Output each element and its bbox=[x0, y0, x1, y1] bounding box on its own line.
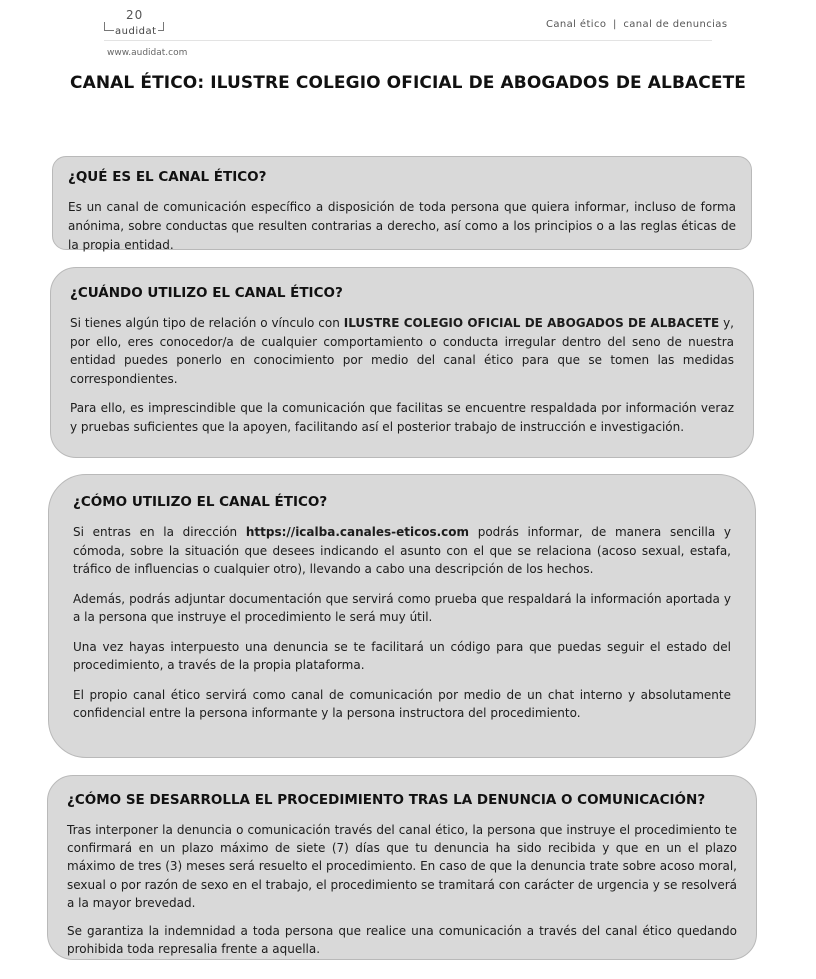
section-heading: ¿CUÁNDO UTILIZO EL CANAL ÉTICO? bbox=[70, 285, 343, 301]
section-paragraph bbox=[73, 523, 731, 579]
header-separator: | bbox=[613, 19, 617, 30]
page-title: CANAL ÉTICO: ILUSTRE COLEGIO OFICIAL DE ABOGADOS DE ALBACETE bbox=[70, 73, 746, 93]
header-links bbox=[546, 19, 727, 30]
section-paragraph: Además, podrás adjuntar documentación que servirá como prueba que respaldará la información aportada y a la persona que instruye el procedimiento le será muy útil. bbox=[73, 591, 731, 624]
section-paragraph bbox=[70, 314, 734, 388]
section-paragraph: Se garantiza la indemnidad a toda persona que realice una comunicación a través del canal ético quedando prohibida toda represalia frente a aquella. bbox=[67, 924, 737, 957]
audidat-logo bbox=[104, 8, 168, 37]
canal-etico-link[interactable]: Canal ético bbox=[546, 19, 607, 30]
section-paragraph: Para ello, es imprescindible que la comunicación que facilitas se encuentre respaldada por información veraz y pruebas suficientes que la apoyen, facilitando así el posterior trabajo de instrucción e investigación. bbox=[70, 401, 734, 434]
section-como-utilizo bbox=[48, 474, 756, 758]
header-divider bbox=[104, 40, 712, 41]
canal-denuncias-link[interactable]: canal de denuncias bbox=[623, 19, 728, 30]
canal-url-link[interactable]: https://icalba.canales-eticos.com bbox=[245, 525, 470, 539]
paragraph-text: podrás informar, de manera sencilla y cómoda, sobre la situación que desees indicando el asunto con el que se relaciona (acoso sexual, estafa, tráfico de influencias o cualquier otro), llevando a cabo una descripción de los hechos. bbox=[73, 525, 731, 576]
section-procedimiento bbox=[47, 775, 757, 960]
paragraph-text: Si entras en la dirección bbox=[73, 525, 246, 539]
section-cuando-utilizo bbox=[50, 267, 754, 458]
section-que-es bbox=[52, 156, 752, 250]
section-paragraph: Tras interponer la denuncia o comunicación través del canal ético, la persona que instruye el procedimiento te confirmará en un plazo máximo de siete (7) días que tu denuncia ha sido recibida y que en un el plazo máximo de tres (3) meses será resuelto el procedimiento. En caso de que la denuncia trate sobre acoso moral, sexual o por razón de sexo en el trabajo, el procedimiento se tramitará con carácter de urgencia y se resolverá a la mayor brevedad. bbox=[67, 823, 737, 910]
logo-number: 20 bbox=[126, 8, 144, 22]
section-heading: ¿CÓMO SE DESARROLLA EL PROCEDIMIENTO TRAS LA DENUNCIA O COMUNICACIÓN? bbox=[67, 792, 706, 808]
section-heading: ¿CÓMO UTILIZO EL CANAL ÉTICO? bbox=[73, 494, 328, 510]
entity-name: ILUSTRE COLEGIO OFICIAL DE ABOGADOS DE ALBACETE bbox=[343, 316, 720, 330]
paragraph-text: Si tienes algún tipo de relación o vínculo con bbox=[70, 316, 344, 330]
paragraph-text: y, por ello, eres conocedor/a de cualquier comportamiento o conducta irregular dentro del seno de nuestra entidad puedes ponerlo en conocimiento por medio del canal ético para que se tomen las medidas correspondientes. bbox=[70, 316, 734, 386]
logo-wordmark: audidat bbox=[115, 26, 157, 37]
section-heading: ¿QUÉ ES EL CANAL ÉTICO? bbox=[68, 169, 267, 185]
website-url: www.audidat.com bbox=[107, 48, 188, 58]
section-paragraph: El propio canal ético servirá como canal de comunicación por medio de un chat interno y absolutamente confidencial entre la persona informante y la persona instructora del procedimiento. bbox=[73, 687, 731, 720]
section-paragraph: Una vez hayas interpuesto una denuncia se te facilitará un código para que puedas seguir el estado del procedimiento, a través de la propia plataforma. bbox=[73, 639, 731, 672]
section-paragraph: Es un canal de comunicación específico a disposición de toda persona que quiera informar, incluso de forma anónima, sobre conductas que resulten contrarias a derecho, así como a los principios o a las reglas éticas de la propia entidad. bbox=[68, 200, 736, 252]
